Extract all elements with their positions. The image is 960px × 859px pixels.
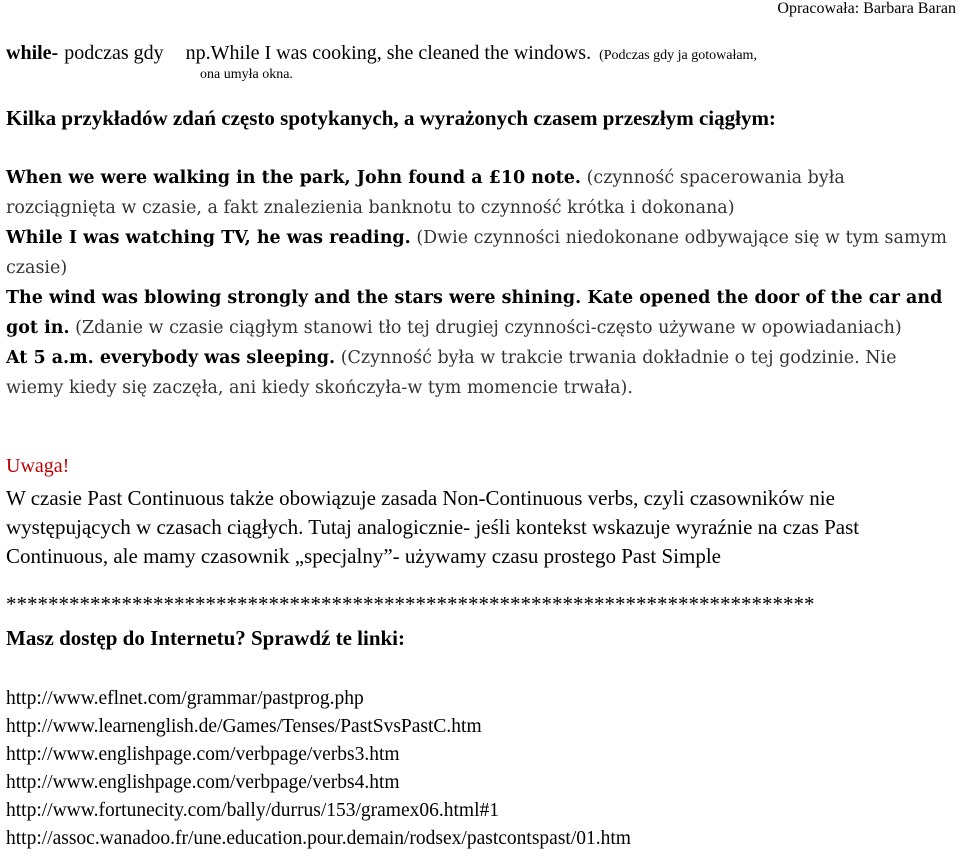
link-fortunecity-gramex06[interactable]: http://www.fortunecity.com/bally/durrus/153/gramex06.html#1 <box>6 800 500 821</box>
link-item <box>6 741 631 769</box>
example-explanation: (Czynność była w trakcie trwania dokładnie o tej godzinie. Nie wiemy kiedy się zaczęła, ani kiedy skończyła-w tym momencie trwała). <box>6 348 897 398</box>
example-explanation: (Dwie czynności niedokonane odbywające się w tym samym czasie) <box>6 228 948 278</box>
link-learnenglish-pastsvspastc[interactable]: http://www.learnenglish.de/Games/Tenses/PastSvsPastC.htm <box>6 716 482 737</box>
link-englishpage-verbs3[interactable]: http://www.englishpage.com/verbpage/verbs3.htm <box>6 744 400 765</box>
warning-text: W czasie Past Continuous także obowiązuje zasada Non-Continuous verbs, czyli czasowników nie występujących w czasach ciągłych. Tutaj analogicznie- jeśli kontekst wskazuje wyraźnie na czas Past Continuous, ale mamy czasownik „specjalny”- używamy czasu prostego Past Simple <box>6 486 860 568</box>
link-eflnet-pastprog[interactable]: http://www.eflnet.com/grammar/pastprog.php <box>6 688 364 709</box>
while-meaning: podczas gdy <box>64 42 164 64</box>
while-example-translation-continued: ona umyła okna. <box>200 67 293 82</box>
example-explanation: (czynność spacerowania była rozciągnięta w czasie, a fakt znalezienia banknotu to czynność krótka i dokonana) <box>6 168 845 218</box>
example-sentence: The wind was blowing strongly and the stars were shining. Kate opened the door of the car and got in. <box>6 288 943 338</box>
example-explanation: (Zdanie w czasie ciągłym stanowi tło tej drugiej czynności-często używane w opowiadaniach) <box>75 318 902 338</box>
example-sentence: At 5 a.m. everybody was sleeping. <box>6 348 336 368</box>
example-item <box>6 343 956 403</box>
example-sentence: While I was watching TV, he was reading. <box>6 228 411 248</box>
example-sentence: When we were walking in the park, John found a £10 note. <box>6 168 581 188</box>
while-example-sentence: np.While I was cooking, she cleaned the windows. <box>185 42 592 64</box>
link-wanadoo-pastcontspast[interactable]: http://assoc.wanadoo.fr/une.education.pour.demain/rodsex/pastcontspast/01.htm <box>6 828 631 849</box>
link-item <box>6 685 631 713</box>
link-item <box>6 797 631 825</box>
while-example-translation: (Podczas gdy ja gotowałam, <box>599 48 757 63</box>
links-heading: Masz dostęp do Internetu? Sprawdź te linki: <box>6 626 406 650</box>
while-definition-row <box>6 42 956 67</box>
author-credit: Opracowała: Barbara Baran <box>777 0 956 17</box>
link-englishpage-verbs4[interactable]: http://www.englishpage.com/verbpage/verbs4.htm <box>6 772 400 793</box>
examples-heading: Kilka przykładów zdań często spotykanych, a wyrażonych czasem przeszłym ciągłym: <box>6 106 776 130</box>
link-item <box>6 713 631 741</box>
examples-list <box>6 163 956 403</box>
link-item <box>6 825 631 853</box>
example-item <box>6 283 956 343</box>
while-term: while- <box>6 42 59 64</box>
link-item <box>6 769 631 797</box>
links-list <box>6 685 631 853</box>
warning-title: Uwaga! <box>6 455 70 477</box>
while-definition <box>6 42 956 83</box>
example-item <box>6 223 956 283</box>
asterisk-separator: ***************************************************************************** <box>6 592 815 616</box>
example-item <box>6 163 956 223</box>
